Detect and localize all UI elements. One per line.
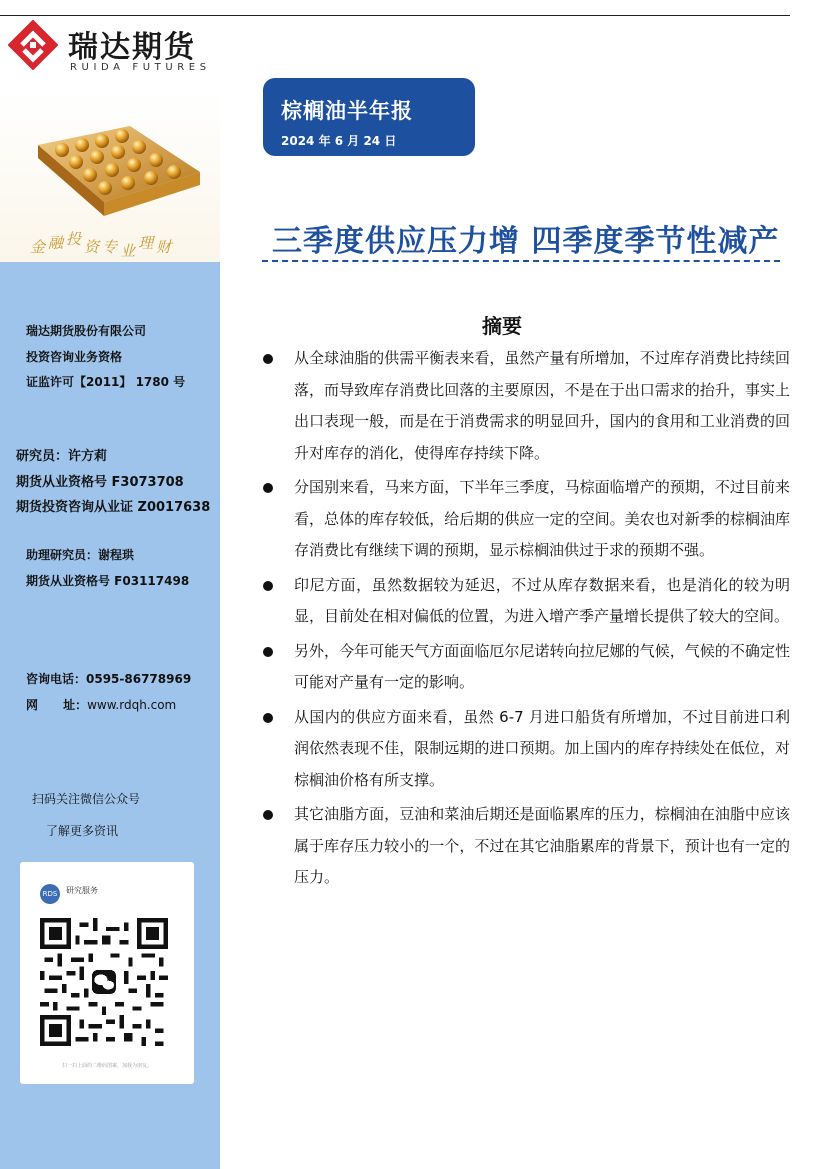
slogan-char: 理 [138, 234, 157, 252]
report-date: 2024 年 6 月 24 日 [281, 134, 397, 148]
assistant-cert: 期货从业资格号 F03117498 [26, 574, 190, 588]
advisory-cert: 期货投资咨询从业证 Z0017638 [16, 500, 211, 515]
researcher: 研究员：许方莉 [16, 449, 108, 464]
qr-code-icon [40, 918, 168, 1046]
top-rule [0, 15, 790, 16]
contact-phone: 咨询电话：0595-86778969 [26, 672, 192, 686]
company-logo [8, 20, 228, 76]
rds-logo-icon: RDS [40, 884, 60, 904]
slogan-char: 专 [102, 238, 121, 256]
futures-cert: 期货从业资格号 F3073708 [16, 475, 184, 490]
more-info-prompt: 了解更多资讯 [46, 824, 119, 838]
abstract-bullet: 分国别来看，马来方面，下半年三季度，马棕面临增产的预期，不过目前来看，总体的库存较低，给后期的供应一定的空间。美农也对新季的棕榈油库存消费比有继续下调的预期，显示棕榈油供过于求的预期不强。 [262, 472, 790, 567]
abstract-bullet: 其它油脂方面，豆油和菜油后期还是面临累库的压力，棕榈油在油脂中应该属于库存压力较小的一个，不过在其它油脂累库的背景下，预计也有一定的压力。 [262, 799, 790, 894]
scan-prompt: 扫码关注微信公众号 [32, 792, 141, 806]
headline-divider [262, 260, 780, 262]
logo-text-cn: 瑞达期货 [68, 30, 196, 65]
website-row [26, 696, 176, 713]
assistant-researcher: 助理研究员：谢程珙 [26, 548, 135, 562]
abstract-bullet: 从全球油脂的供需平衡表来看，虽然产量有所增加，不过库存消费比持续回落，而导致库存消费比回落的主要原因，不是在于出口需求的抬升，事实上出口表现一般，而是在于消费需求的明显回升，国内的食用和工业消费的回升对库存的消化，使得库存持续下降。 [262, 343, 790, 469]
abstract-bullet-list [262, 343, 790, 894]
slogan-char: 融 [48, 234, 67, 252]
website-link[interactable]: www.rdqh.com [87, 698, 177, 712]
website-label: 网 址： [26, 698, 88, 712]
gold-box-illustration [0, 90, 220, 240]
abstract-bullet: 印尼方面，虽然数据较为延迟，不过从库存数据来看，也是消化的较为明显，目前处在相对偏低的位置，为进入增产季产量增长提供了较大的空间。 [262, 570, 790, 633]
slogan-char: 财 [156, 238, 175, 256]
qualification: 投资咨询业务资格 [26, 350, 123, 364]
qr-account-label: 研究服务 [66, 886, 98, 895]
license-number: 证监许可【2011】 1780 号 [26, 375, 186, 389]
qr-caption: 扫一扫上面的二维码图案，加我为朋友。 [61, 1063, 152, 1069]
slogan-char: 资 [84, 238, 103, 256]
slogan-char: 业 [120, 242, 139, 260]
abstract-bullet: 另外，今年可能天气方面面临厄尔尼诺转向拉尼娜的气候，气候的不确定性可能对产量有一定的影响。 [262, 636, 790, 699]
slogan-char: 投 [66, 230, 85, 248]
report-headline: 三季度供应压力增 四季度季节性减产 [272, 224, 780, 259]
logo-mark-icon [8, 20, 58, 70]
slogan-char: 金 [30, 238, 49, 256]
report-title-tab [263, 78, 475, 156]
slogan [30, 230, 175, 260]
abstract-heading: 摘要 [482, 314, 522, 338]
report-type: 棕榈油半年报 [281, 99, 413, 123]
logo-text-en: RUIDA FUTURES [70, 62, 211, 73]
wechat-qr-card[interactable] [20, 862, 194, 1084]
company-name: 瑞达期货股份有限公司 [26, 324, 147, 338]
abstract-bullet: 从国内的供应方面来看，虽然 6-7 月进口船货有所增加，不过目前进口利润依然表现不佳，限制远期的进口预期。加上国内的库存持续处在低位，对棕榈油价格有所支撑。 [262, 702, 790, 797]
